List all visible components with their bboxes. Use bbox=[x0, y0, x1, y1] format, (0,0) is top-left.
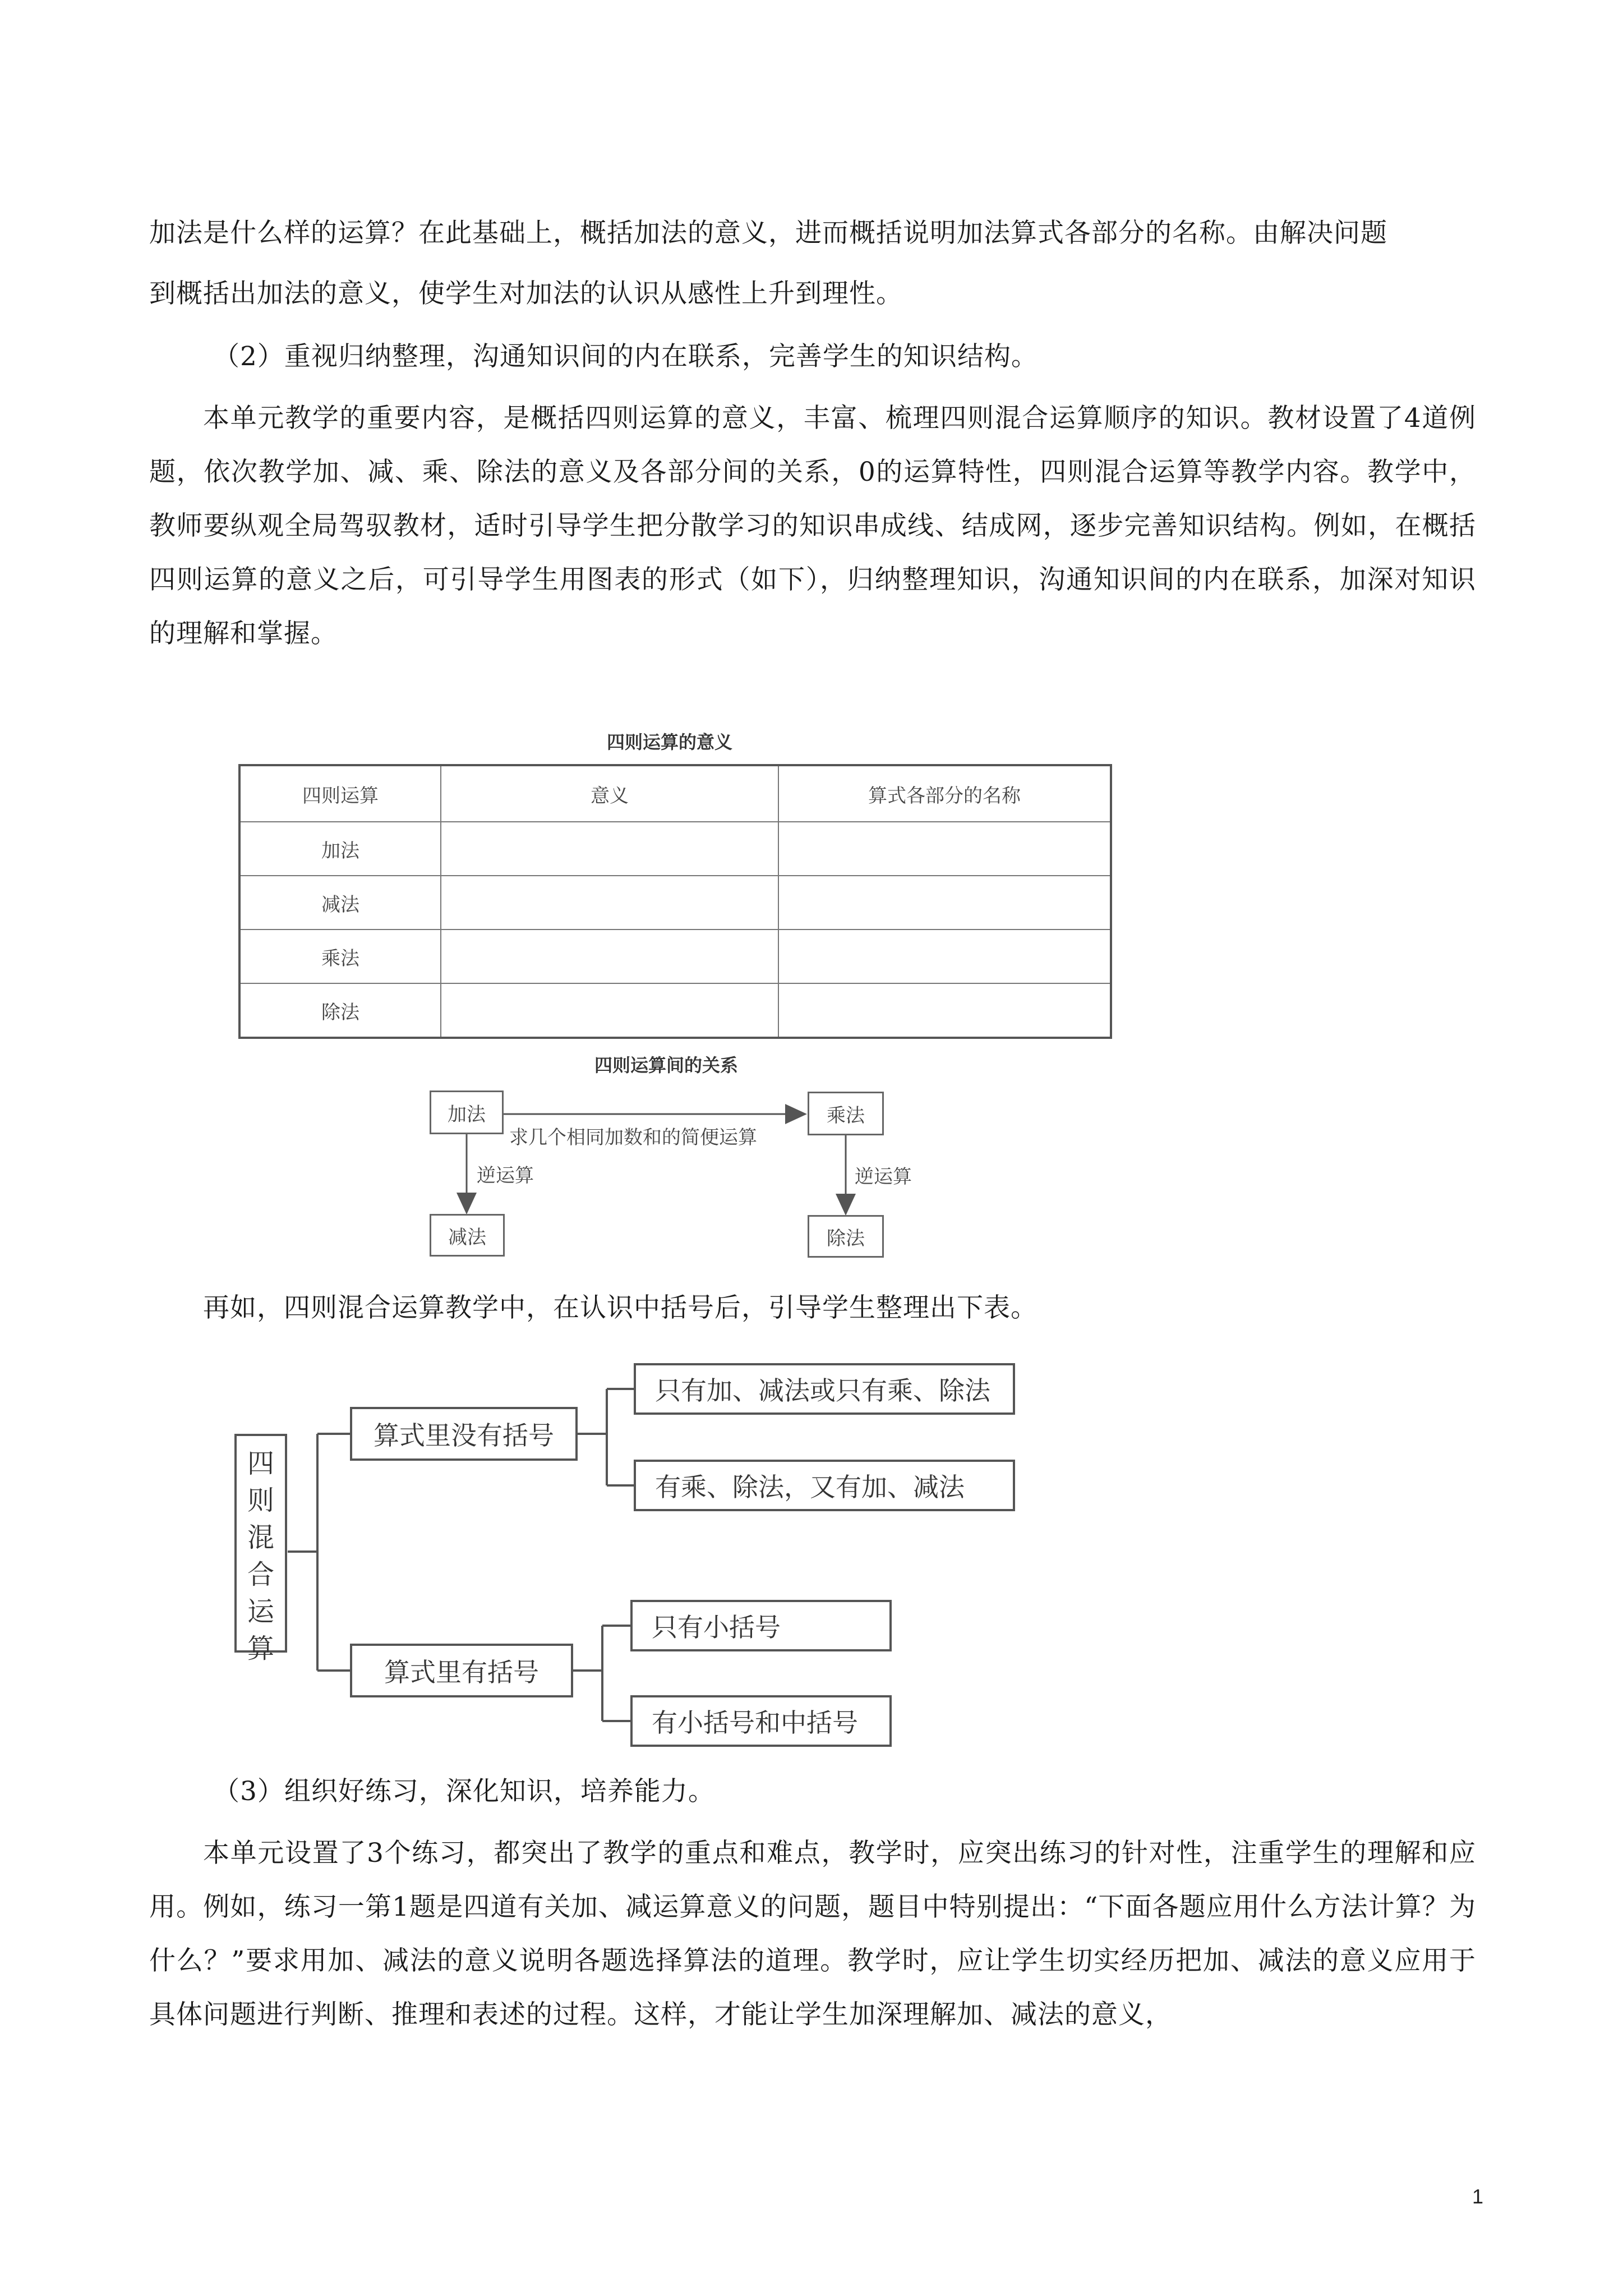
relation-inverse-left: 逆运算 bbox=[477, 1165, 534, 1187]
paragraph-1-line-2: 到概括出加法的意义，使学生对加法的认识从感性上升到理性。 bbox=[149, 278, 903, 309]
paragraph-1-line-1: 加法是什么样的运算？在此基础上，概括加法的意义，进而概括说明加法算式各部分的名称。由解决问题 bbox=[149, 218, 1387, 249]
section-heading-3: （3）组织好练习，深化知识，培养能力。 bbox=[213, 1776, 715, 1807]
page-number: 1 bbox=[1472, 2185, 1484, 2208]
tree-root-box bbox=[234, 1434, 287, 1664]
table-header-part-names: 算式各部分的名称 bbox=[778, 765, 1111, 822]
table-row-label: 乘法 bbox=[239, 930, 441, 983]
tree-branch-no-brackets: 算式里没有括号 bbox=[350, 1407, 578, 1461]
relation-inverse-right: 逆运算 bbox=[855, 1166, 912, 1188]
tree-branch-with-brackets: 算式里有括号 bbox=[350, 1644, 573, 1697]
relation-box-sub: 减法 bbox=[430, 1214, 505, 1257]
table-header-operation: 四则运算 bbox=[239, 765, 441, 822]
relation-arrow-label: 求几个相同加数和的简便运算 bbox=[509, 1126, 757, 1149]
paragraph-4: 本单元设置了3个练习，都突出了教学的重点和难点，教学时，应突出练习的针对性，注重学生的理解和应用。例如，练习一第1题是四道有关加、减运算意义的问题，题目中特别提出：“下面各题应用什么方法计算？为什么？”要求用加、减法的意义说明各题选择算法的道理。教学时，应让学生切实经历把加、减法的意义应用于具体问题进行判断、推理和表述的过程。这样，才能让学生加深理解加、减法的意义， bbox=[149, 1838, 1476, 2030]
tree-leaf-3: 只有小括号 bbox=[630, 1600, 892, 1651]
relation-caption: 四则运算间的关系 bbox=[594, 1055, 739, 1076]
relation-box-div: 除法 bbox=[808, 1215, 884, 1258]
table-row-label: 除法 bbox=[239, 983, 441, 1038]
table-header-meaning: 意义 bbox=[441, 765, 778, 822]
table-row-label: 减法 bbox=[239, 876, 441, 930]
paragraph-2: 本单元教学的重要内容，是概括四则运算的意义，丰富、梳理四则混合运算顺序的知识。教材设置了4道例题，依次教学加、减、乘、除法的意义及各部分间的关系，0的运算特性，四则混合运算等教学内容。教学中，教师要纵观全局驾驭教材，适时引导学生把分散学习的知识串成线、结成网，逐步完善知识结构。例如，在概括四则运算的意义之后，可引导学生用图表的形式（如下），归纳整理知识，沟通知识间的内在联系，加深对知识的理解和掌握。 bbox=[149, 403, 1476, 649]
section-heading-2: （2）重视归纳整理，沟通知识间的内在联系，完善学生的知识结构。 bbox=[213, 341, 1038, 372]
relation-box-mul: 乘法 bbox=[808, 1092, 884, 1135]
tree-leaf-1: 只有加、减法或只有乘、除法 bbox=[634, 1363, 1015, 1415]
tree-leaf-2: 有乘、除法，又有加、减法 bbox=[634, 1460, 1015, 1511]
tree-leaf-4: 有小括号和中括号 bbox=[630, 1695, 892, 1747]
table-row-label: 加法 bbox=[239, 822, 441, 876]
tree-root-label: 四则混合运算 bbox=[247, 1448, 274, 1664]
relation-box-add: 加法 bbox=[430, 1091, 504, 1134]
table-caption: 四则运算的意义 bbox=[607, 731, 733, 753]
paragraph-3: 再如，四则混合运算教学中，在认识中括号后，引导学生整理出下表。 bbox=[203, 1292, 1038, 1323]
